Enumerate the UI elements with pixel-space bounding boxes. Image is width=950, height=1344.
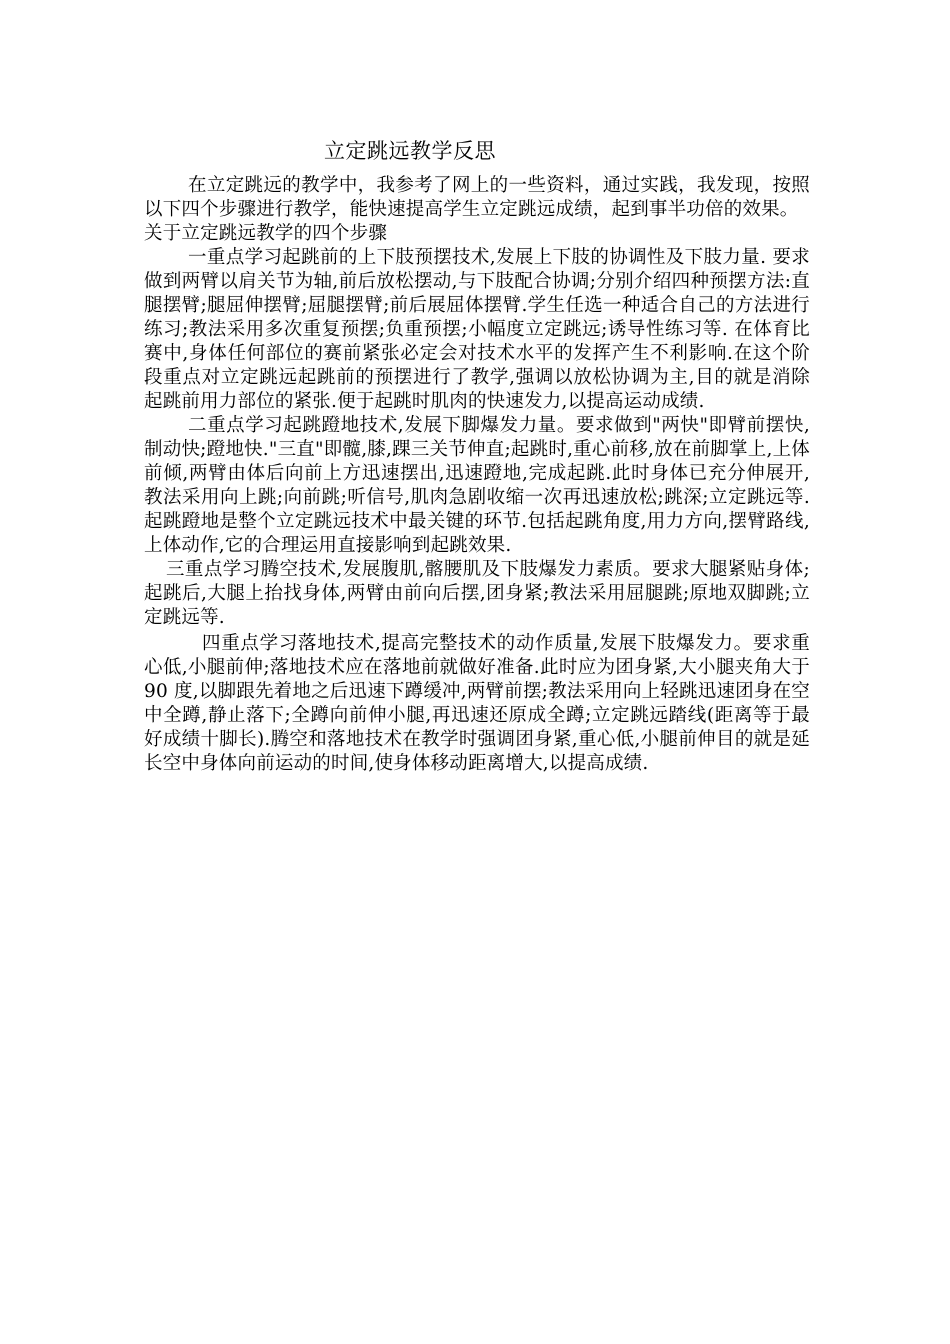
step-one-paragraph: 一重点学习起跳前的上下肢预摆技术,发展上下肢的协调性及下肢力量. 要求做到两臂以肩关节为轴,前后放松摆动,与下肢配合协调;分别介绍四种预摆方法:直腿摆臂;腿屈伸摆臂;屈腿摆臂;前后展屈体摆臂.学生任选一种适合自己的方法进行练习;教法采用多次重复预摆;负重预摆;小幅度立定跳远;诱导性练习等. 在体育比赛中,身体任何部位的赛前紧张必定会对技术水平的发挥产生不利影响.在这个阶段重点对立定跳远起跳前的预摆进行了教学,强调以放松协调为主,目的就是消除起跳前用力部位的紧张.便于起跳时肌肉的快速发力,以提高运动成绩. <box>144 247 810 412</box>
document-title: 立定跳远教学反思 <box>324 139 496 163</box>
document-body <box>144 134 810 776</box>
intro-paragraph: 在立定跳远的教学中，我参考了网上的一些资料，通过实践，我发现，按照以下四个步骤进行教学，能快速提高学生立定跳远成绩，起到事半功倍的效果。 <box>144 175 810 220</box>
step-four-paragraph: 四重点学习落地技术,提高完整技术的动作质量,发展下肢爆发力。要求重心低,小腿前伸;落地技术应在落地前就做好准备.此时应为团身紧,大小腿夹角大于 90 度,以脚跟先着地之后迅速下蹲缓冲,两臂前摆;教法采用向上轻跳迅速团身在空中全蹲,静止落下;全蹲向前伸小腿,再迅速还原成全蹲;立定跳远踏线(距离等于最好成绩十脚长).腾空和落地技术在教学时强调团身紧,重心低,小腿前伸目的就是延长空中身体向前运动的时间,使身体移动距离增大,以提高成绩. <box>144 633 810 774</box>
step-two-paragraph: 二重点学习起跳蹬地技术,发展下脚爆发力量。要求做到"两快"即臂前摆快,制动快;蹬地快."三直"即髋,膝,踝三关节伸直;起跳时,重心前移,放在前脚掌上,上体前倾,两臂由体后向前上方迅速摆出,迅速蹬地,完成起跳.此时身体已充分伸展开,教法采用向上跳;向前跳;听信号,肌肉急剧收缩一次再迅速放松;跳深;立定跳远等.起跳蹬地是整个立定跳远技术中最关键的环节.包括起跳角度,用力方向,摆臂路线,上体动作,它的合理运用直接影响到起跳效果. <box>144 415 810 556</box>
step-three-paragraph: 三重点学习腾空技术,发展腹肌,髂腰肌及下肢爆发力素质。要求大腿紧贴身体;起跳后,大腿上抬找身体,两臂由前向后摆,团身紧;教法采用屈腿跳;原地双脚跳;立定跳远等. <box>144 559 810 628</box>
section-heading: 关于立定跳远教学的四个步骤 <box>144 223 388 244</box>
